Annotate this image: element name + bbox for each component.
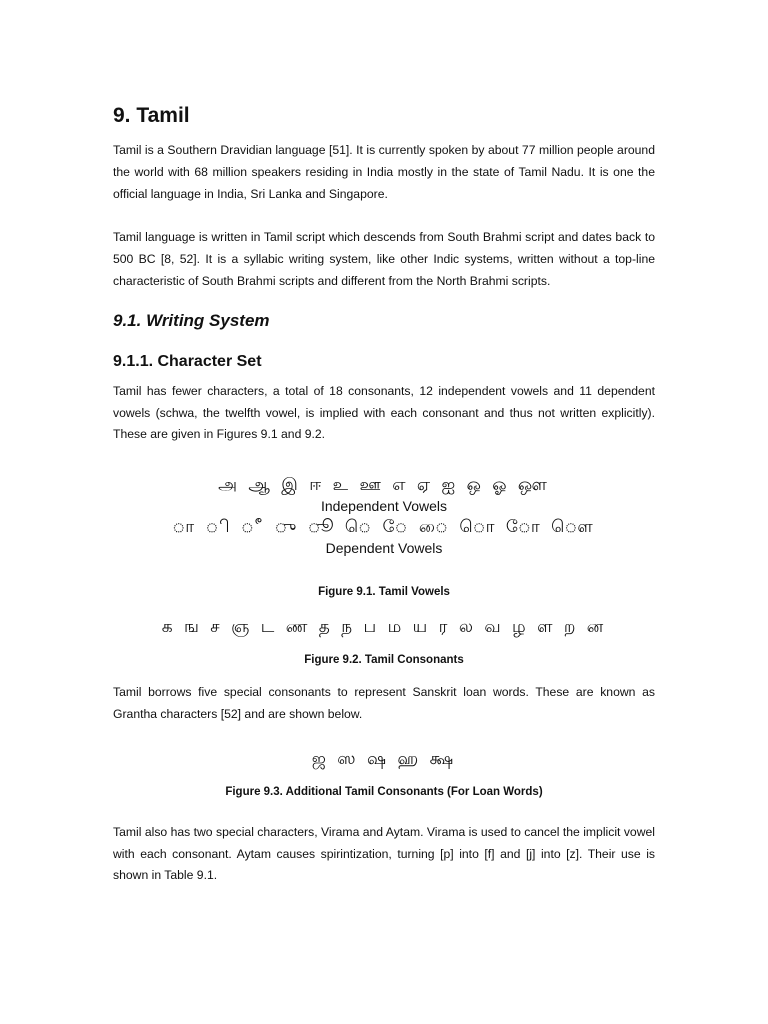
- intro-paragraph: Tamil is a Southern Dravidian language [51]. It is currently spoken by about 77 million people around the world with 68 million speakers residing in India mostly in the state of Tamil Nadu. It is one the official language in India, Sri Lanka and Singapore.: [113, 143, 655, 201]
- independent-vowels-label: Independent Vowels: [320, 498, 448, 515]
- figure-tamil-consonants: [113, 616, 655, 638]
- script-paragraph: Tamil language is written in Tamil script which descends from South Brahmi script and dates back to 500 BC [8, 52]. It is a syllabic writing system, like other Indic systems, written without a top-line characteristic of South Brahmi scripts and different from the North Brahmi scripts.: [113, 230, 655, 288]
- virama-paragraph: Tamil also has two special characters, Virama and Aytam. Virama is used to cancel the implicit vowel with each consonant. Aytam causes spirintization, turning [p] into [f] and [j] into [z]. Their use is shown in Table 9.1.: [113, 824, 655, 883]
- section-heading: 9. Tamil: [113, 104, 190, 127]
- figure-caption-grantha: Figure 9.3. Additional Tamil Consonants (For Loan Words): [225, 785, 543, 798]
- subsubsection-heading: 9.1.1. Character Set: [113, 352, 262, 370]
- independent-vowels-glyphs: அ ஆ இ ஈ உ ஊ எ ஏ ஐ ஒ ஓ ஔ: [218, 475, 550, 496]
- dependent-vowels-label: Dependent Vowels: [325, 540, 443, 557]
- consonants-glyphs: க ங ச ஞ ட ண த ந ப ம ய ர ல வ ழ ள ற ன: [161, 617, 607, 638]
- subsection-heading: 9.1. Writing System: [113, 310, 270, 330]
- figure-caption-vowels: Figure 9.1. Tamil Vowels: [318, 586, 450, 599]
- figure-tamil-vowels: [113, 474, 655, 558]
- charset-paragraph: Tamil has fewer characters, a total of 18 consonants, 12 independent vowels and 11 dependent vowels (schwa, the twelfth vowel, is implied with each consonant and thus not written explicitly). These are given in Figures 9.1 and 9.2.: [113, 383, 655, 442]
- document-page: [113, 100, 655, 887]
- dependent-vowels-glyphs: ◌ா ◌ி ◌ீ ◌ு ◌ூ ◌ெ ◌ே ◌ை ◌ொ ◌ோ ◌ௌ: [172, 517, 596, 538]
- figure-caption-consonants: Figure 9.2. Tamil Consonants: [304, 654, 464, 667]
- grantha-paragraph: Tamil borrows five special consonants to represent Sanskrit loan words. These are known as Grantha characters [52] and are shown below.: [113, 685, 655, 721]
- figure-grantha-consonants: [113, 748, 655, 770]
- grantha-glyphs: ஜ ஸ ஷ ஹ க்ஷ: [311, 748, 457, 769]
